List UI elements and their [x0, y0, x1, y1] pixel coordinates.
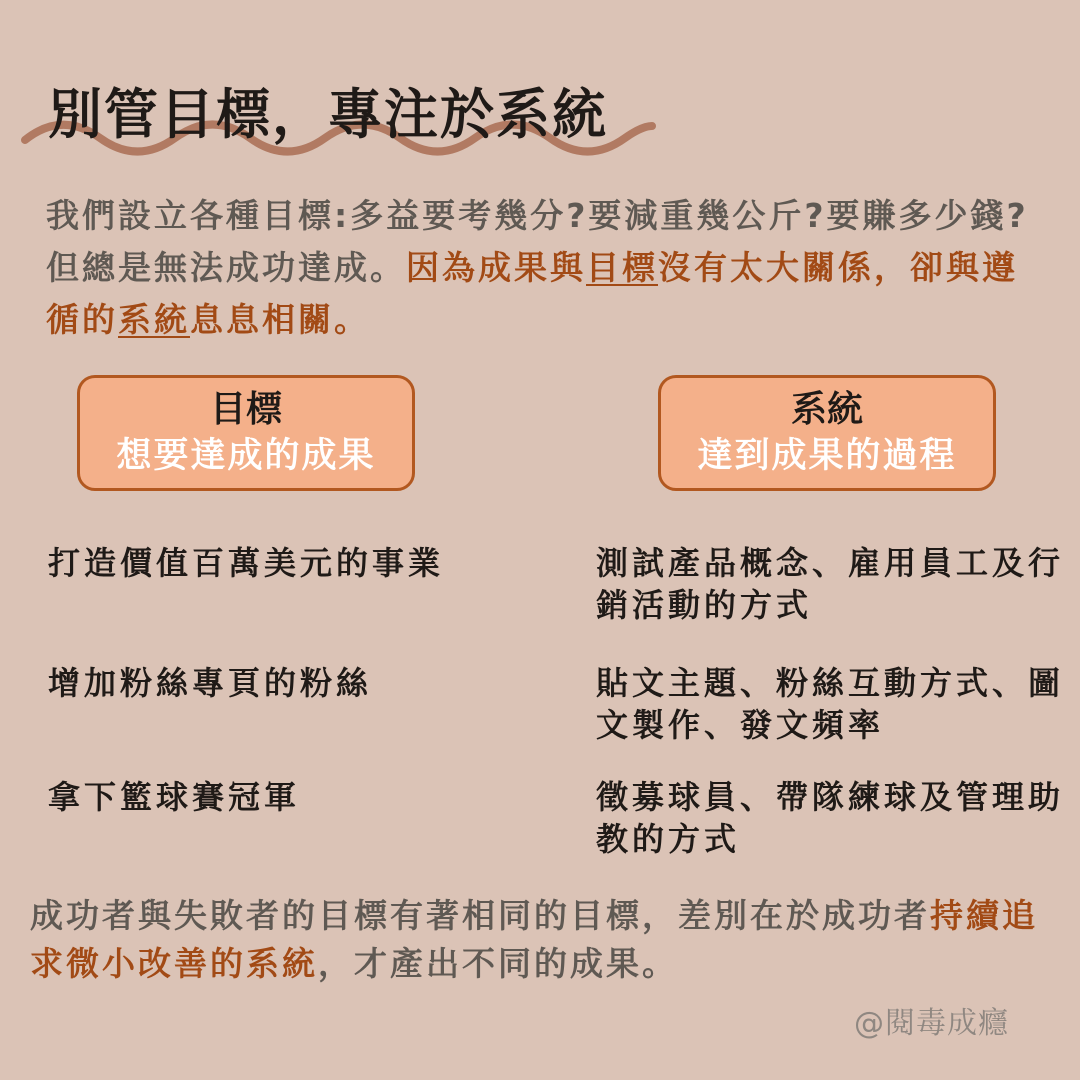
system-item: 貼文主題、粉絲互動方式、圖文製作、發文頻率 — [596, 664, 1065, 744]
goal-item: 增加粉絲專頁的粉絲 — [48, 664, 373, 702]
author-credit: @閱毒成癮 — [854, 1006, 1009, 1041]
intro-highlight-underlined: 目標 — [586, 248, 658, 287]
conclusion-text: 成功者與失敗者的目標有著相同的目標，差別在於成功者 — [30, 896, 930, 935]
conclusion-highlight: 持續追求微小改善的系統 — [30, 896, 1038, 983]
system-box — [658, 375, 996, 491]
system-item: 徵募球員、帶隊練球及管理助教的方式 — [596, 778, 1065, 858]
page-title: 別管目標，專注於系統 — [48, 83, 608, 146]
intro-text: 我們設立各種目標:多益要考幾分?要減重幾公斤?要賺多少錢?但總是無法成功達成。 — [46, 196, 1029, 287]
intro-highlight: 息息相關。 — [190, 300, 370, 339]
system-heading: 系統 — [790, 389, 863, 430]
intro-highlight-underlined: 系統 — [118, 300, 190, 339]
goal-item: 打造價值百萬美元的事業 — [48, 544, 445, 582]
goal-heading: 目標 — [209, 389, 282, 430]
system-item: 測試產品概念、雇用員工及行銷活動的方式 — [596, 544, 1065, 624]
conclusion-text: ，才產出不同的成果。 — [318, 944, 678, 983]
conclusion-paragraph — [30, 892, 1060, 988]
goal-box — [77, 375, 415, 491]
intro-paragraph — [46, 190, 1046, 346]
goal-item: 拿下籃球賽冠軍 — [48, 778, 301, 816]
intro-highlight: 因為成果與 — [406, 248, 586, 287]
system-subtitle: 達到成果的過程 — [697, 436, 957, 476]
goal-subtitle: 想要達成的成果 — [116, 436, 376, 476]
intro-highlight: 沒有太大關係，卻與遵循的 — [46, 248, 1018, 339]
